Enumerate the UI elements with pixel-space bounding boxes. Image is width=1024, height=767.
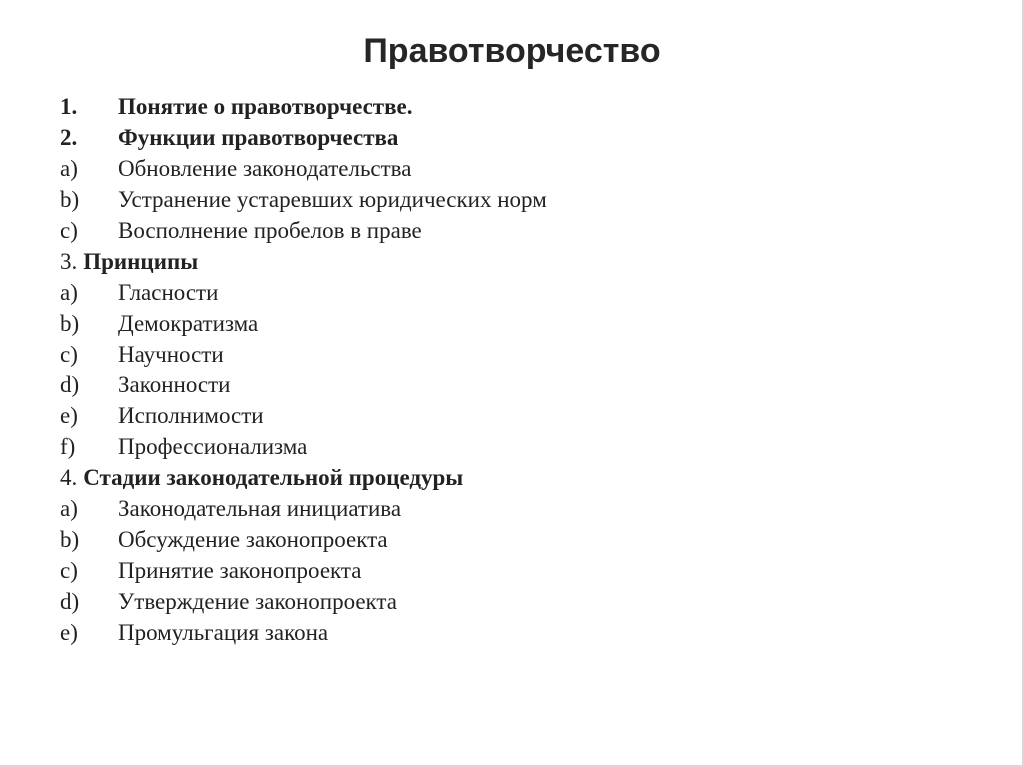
outline-list (60, 92, 547, 648)
outline-text: Промульгация закона (118, 619, 329, 645)
outline-marker: f) (60, 434, 76, 460)
outline-text: Принципы (83, 248, 199, 274)
outline-marker: d) (60, 372, 80, 398)
slide-title: Правотворчество (363, 32, 661, 70)
outline-text: Утверждение законопроекта (118, 588, 397, 614)
outline-item (60, 524, 547, 555)
outline-marker: a) (60, 279, 78, 305)
outline-text: Гласности (118, 279, 219, 305)
outline-text: Профессионализма (118, 434, 308, 460)
outline-marker: a) (60, 496, 78, 522)
outline-item (60, 185, 547, 216)
outline-marker: d) (60, 588, 80, 614)
outline-item (60, 216, 547, 247)
outline-marker: e) (60, 403, 78, 429)
outline-item (60, 555, 547, 586)
outline-text: Демократизма (118, 310, 259, 336)
outline-text: Стадии законодательной процедуры (83, 465, 464, 491)
outline-marker: a) (60, 156, 78, 182)
outline-marker: b) (60, 526, 80, 552)
outline-item (60, 246, 547, 277)
outline-marker: b) (60, 310, 80, 336)
outline-text: Функции правотворчества (118, 125, 399, 151)
outline-marker: c) (60, 341, 78, 367)
outline-text: Исполнимости (118, 403, 264, 429)
outline-item (60, 463, 547, 494)
outline-marker: 3. (60, 248, 78, 274)
outline-marker: 1. (60, 94, 78, 120)
outline-text: Понятие о правотворчестве. (118, 94, 413, 120)
outline-marker: c) (60, 557, 78, 583)
outline-item (60, 617, 547, 648)
outline-text: Принятие законопроекта (118, 557, 362, 583)
outline-text: Обновление законодательства (118, 156, 412, 182)
outline-item (60, 308, 547, 339)
outline-item (60, 494, 547, 525)
outline-item (60, 370, 547, 401)
outline-item (60, 339, 547, 370)
outline-item (60, 123, 547, 154)
outline-item (60, 92, 547, 123)
outline-text: Научности (118, 341, 224, 367)
outline-text: Устранение устаревших юридических норм (118, 187, 547, 213)
outline-text: Обсуждение законопроекта (118, 526, 388, 552)
outline-marker: b) (60, 187, 80, 213)
outline-marker: 2. (60, 125, 78, 151)
outline-item (60, 154, 547, 185)
outline-item (60, 432, 547, 463)
outline-item (60, 277, 547, 308)
outline-text: Восполнение пробелов в праве (118, 218, 422, 243)
outline-item (60, 401, 547, 432)
outline-text: Законодательная инициатива (118, 496, 402, 522)
outline-item (60, 586, 547, 617)
outline-marker: e) (60, 619, 78, 645)
outline-marker: c) (60, 218, 78, 243)
outline-text: Законности (118, 372, 231, 398)
outline-marker: 4. (60, 465, 78, 491)
